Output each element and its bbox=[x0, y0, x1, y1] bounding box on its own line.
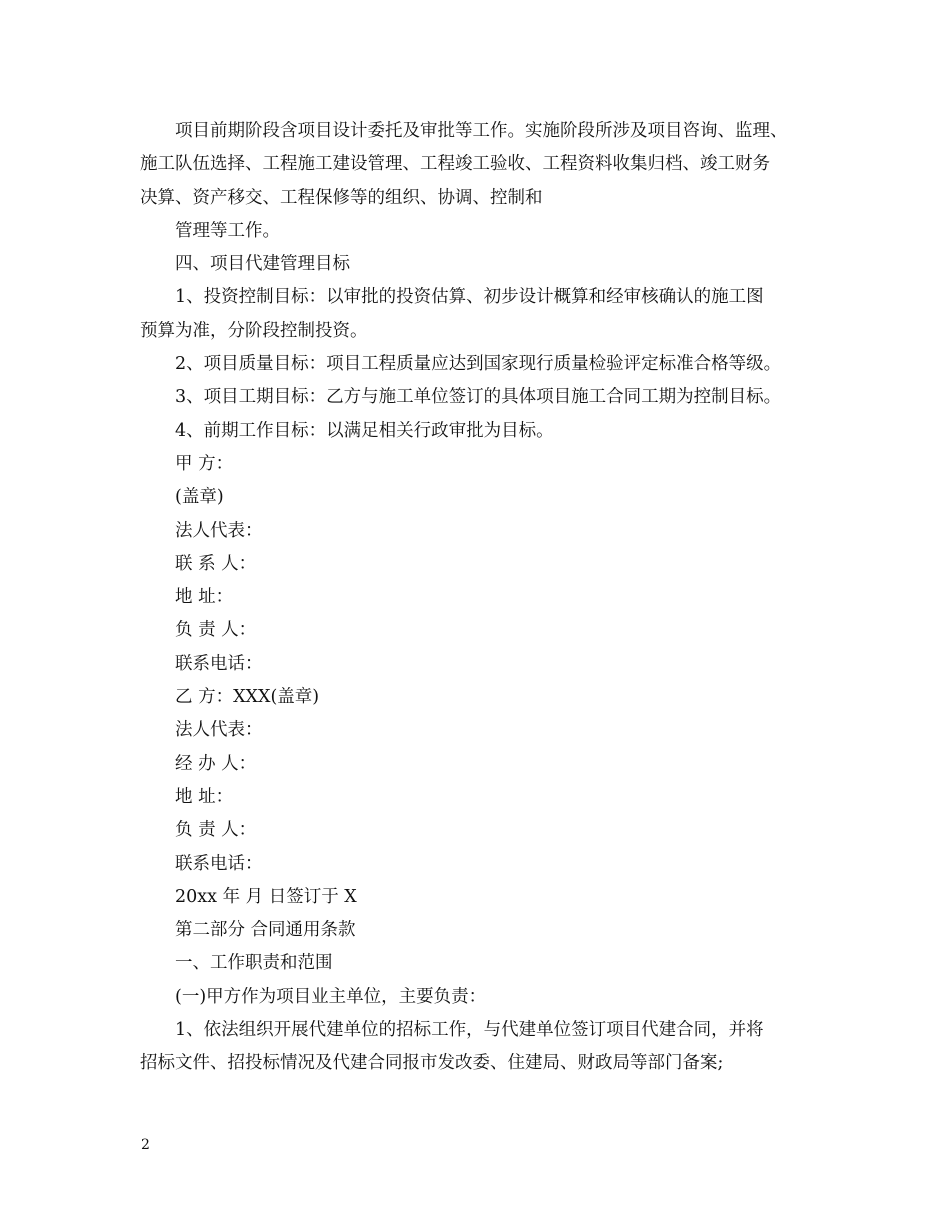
text-line: 一、工作职责和范围 bbox=[175, 953, 333, 974]
text-line: 施工队伍选择、工程施工建设管理、工程竣工验收、工程资料收集归档、竣工财务 bbox=[140, 154, 770, 175]
document-body bbox=[140, 115, 820, 1081]
text-line: 法人代表： bbox=[175, 720, 263, 741]
text-line: 甲 方： bbox=[175, 453, 234, 474]
text-line: 联 系 人： bbox=[175, 553, 257, 574]
text-line: 项目前期阶段含项目设计委托及审批等工作。实施阶段所涉及项目咨询、监理、 bbox=[175, 121, 788, 141]
text-line: 1、投资控制目标：以审批的投资估算、初步设计概算和经审核确认的施工图 bbox=[175, 287, 764, 308]
text-line: 3、项目工期目标：乙方与施工单位签订的具体项目施工合同工期为控制目标。 bbox=[175, 387, 782, 408]
text-line: 4、前期工作目标：以满足相关行政审批为目标。 bbox=[175, 420, 554, 441]
text-line: 负 责 人： bbox=[175, 620, 257, 641]
text-line: 2、项目质量目标：项目工程质量应达到国家现行质量检验评定标准合格等级。 bbox=[175, 354, 782, 375]
text-line: 决算、资产移交、工程保修等的组织、协调、控制和 bbox=[140, 187, 543, 208]
text-line: (一)甲方作为项目业主单位，主要负责： bbox=[175, 986, 487, 1007]
text-line: 乙 方：XXX(盖章) bbox=[175, 687, 320, 708]
text-line: 20xx 年 月 日签订于 X bbox=[175, 886, 357, 907]
page-number: 2 bbox=[141, 1137, 150, 1153]
text-line: 联系电话： bbox=[175, 853, 263, 874]
text-line: 预算为准，分阶段控制投资。 bbox=[140, 320, 368, 341]
text-line: 地 址： bbox=[175, 786, 234, 807]
text-line: 经 办 人： bbox=[175, 753, 257, 774]
text-line: 管理等工作。 bbox=[175, 220, 280, 241]
text-line: 联系电话： bbox=[175, 653, 263, 674]
text-line: 招标文件、招投标情况及代建合同报市发改委、住建局、财政局等部门备案; bbox=[140, 1053, 724, 1074]
text-line: 地 址： bbox=[175, 587, 234, 608]
text-line: 1、依法组织开展代建单位的招标工作，与代建单位签订项目代建合同，并将 bbox=[175, 1020, 764, 1041]
text-line: 法人代表： bbox=[175, 520, 263, 541]
text-line: (盖章) bbox=[175, 487, 224, 508]
text-line: 第二部分 合同通用条款 bbox=[175, 920, 356, 941]
text-line: 四、项目代建管理目标 bbox=[175, 254, 350, 275]
text-line: 负 责 人： bbox=[175, 820, 257, 841]
